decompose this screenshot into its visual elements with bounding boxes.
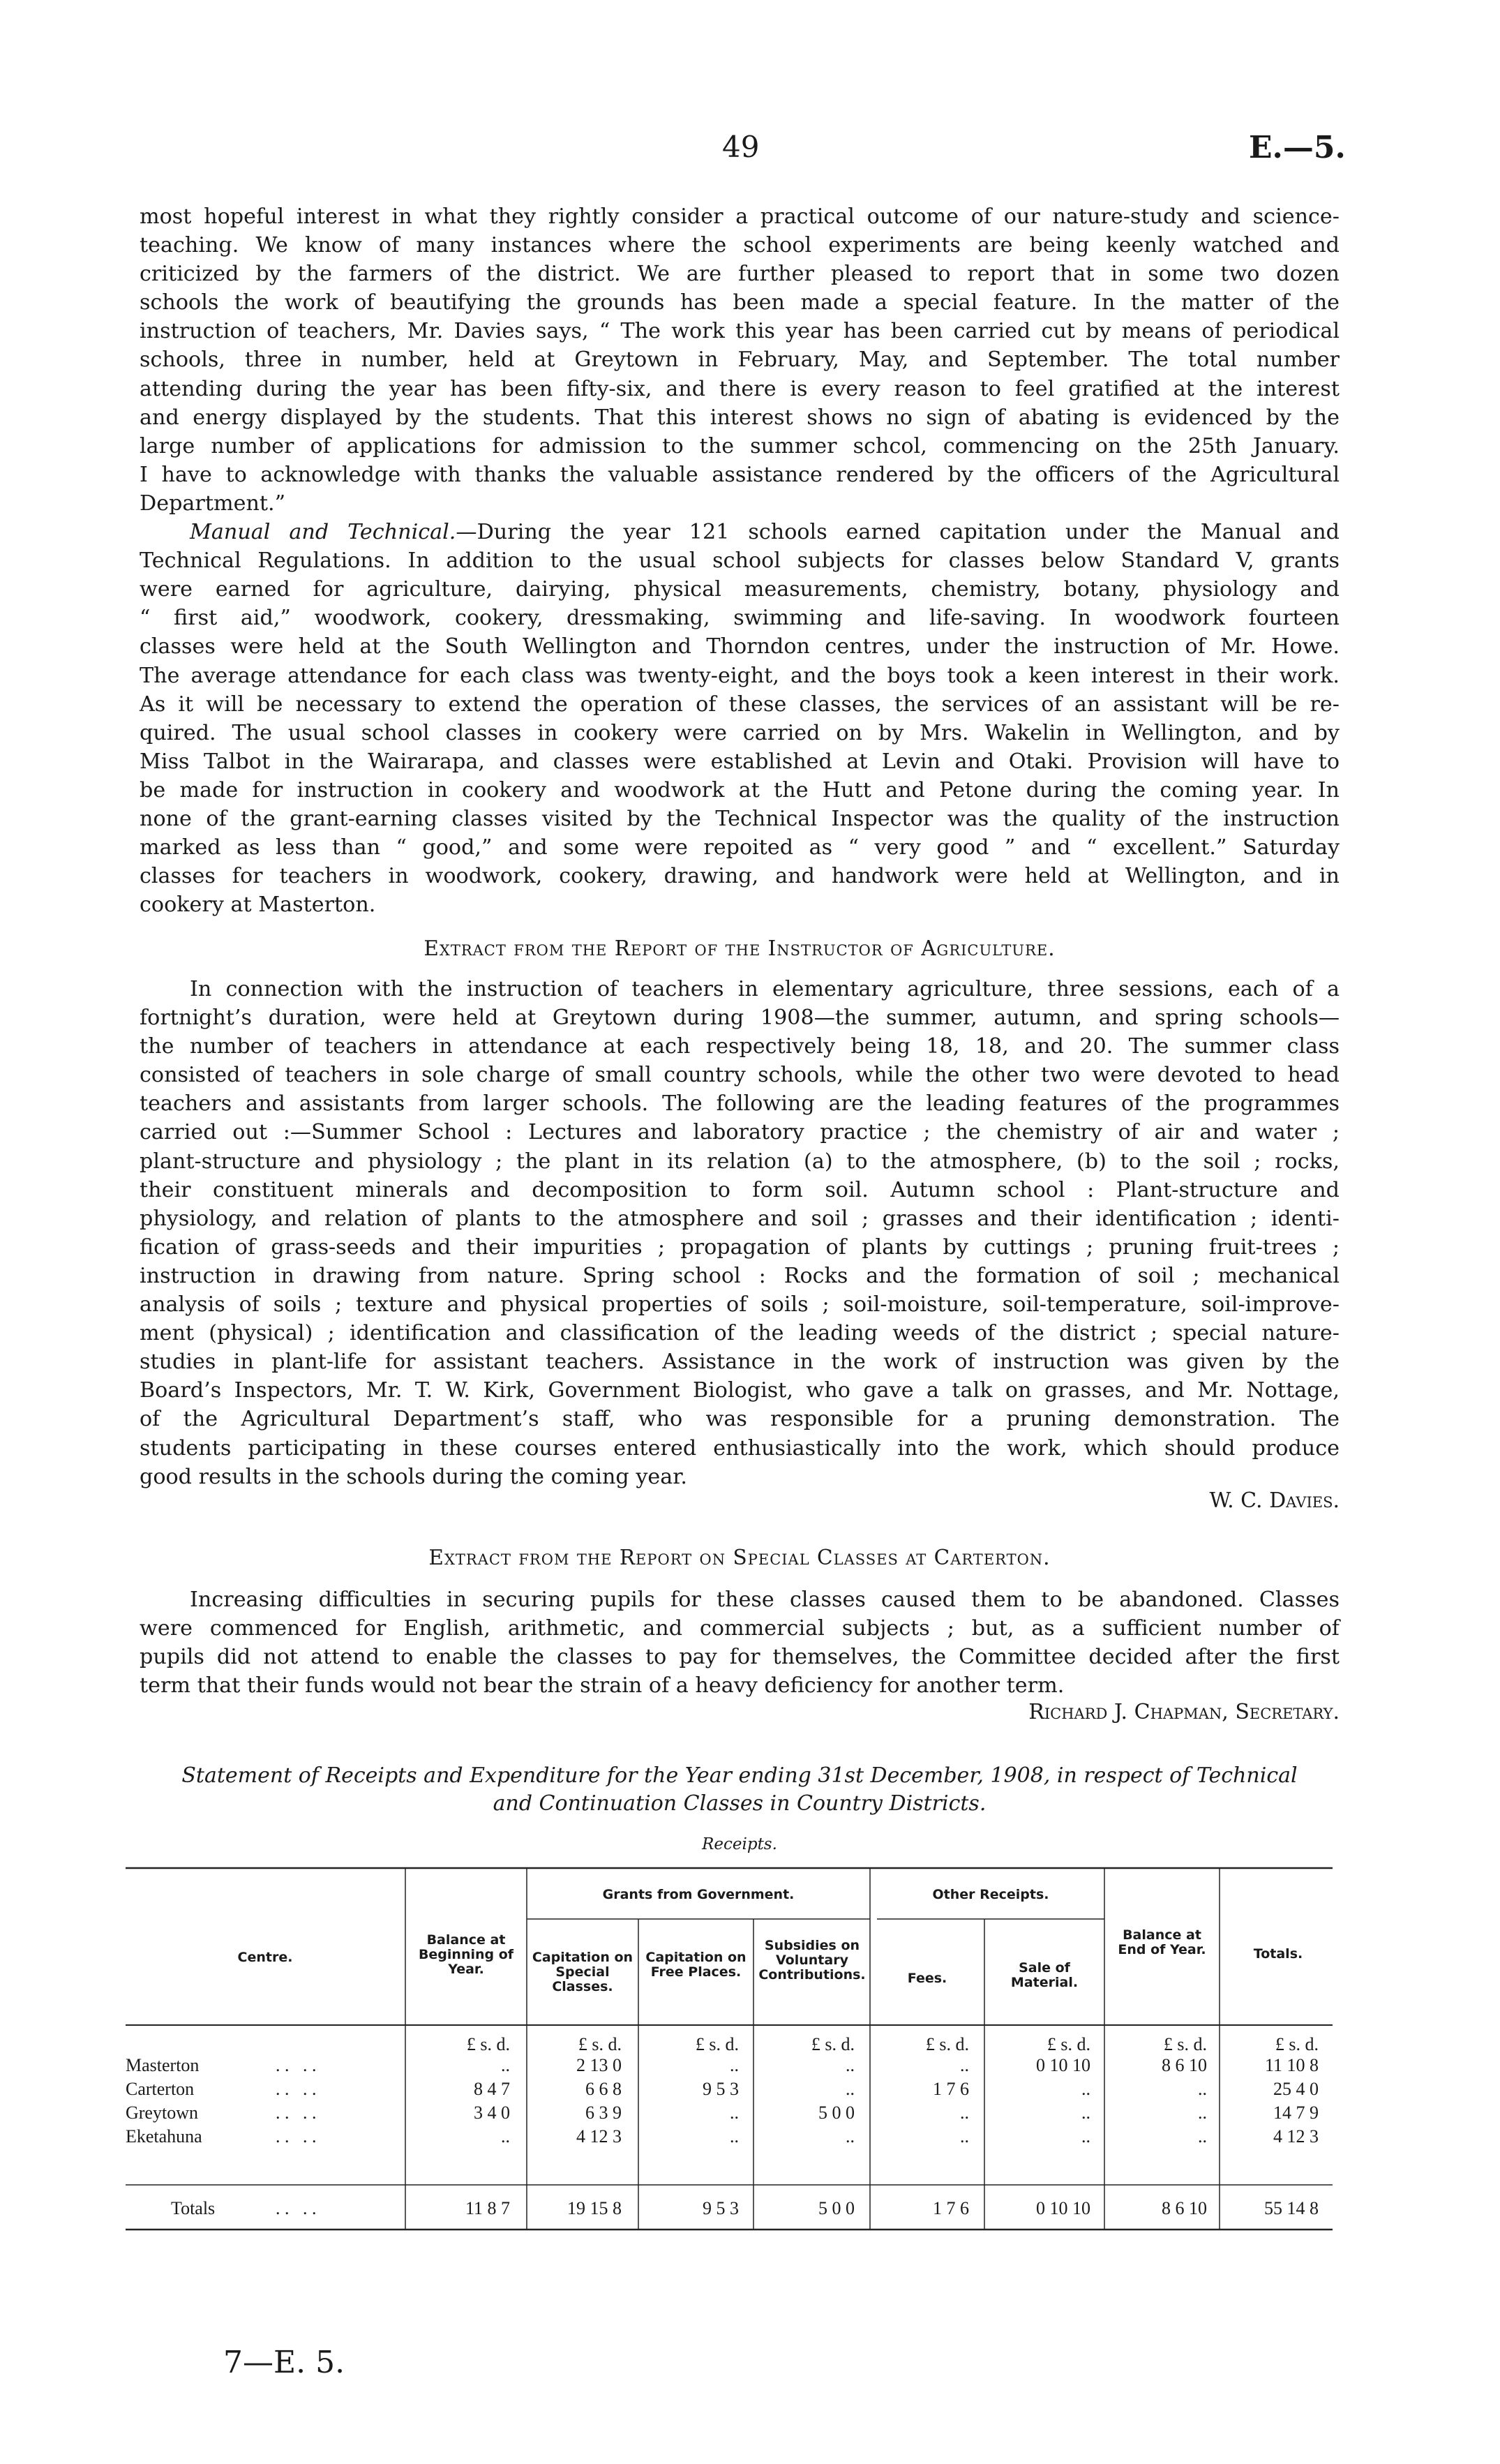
table-cell: .. [730,2103,739,2123]
signature-davies: W. C. Davies. [1209,1488,1340,1513]
table-cell: .. [846,2126,855,2146]
manual-line: classes for teachers in woodwork, cookery, drawing, and handwork were held at Wellington, and in [140,864,1340,889]
carterton-line: were commenced for English, arithmetic, and commercial subjects ; but, as a sufficient number of [140,1616,1340,1641]
intro-line: most hopeful interest in what they rightly consider a practical outcome of our nature-study and science- [140,204,1340,229]
currency-header-cell: £ s. d. [811,2034,855,2054]
table-row-centre: Eketahuna [126,2126,202,2146]
header-grants-group: Grants from Government. [602,1887,795,1902]
manual-line: classes were held at the South Wellington and Thorndon centres, under the instruction of Mr. Howe. [140,634,1340,659]
table-cell: 6 6 8 [585,2079,622,2099]
table-cell: 8 6 10 [1162,2055,1207,2075]
table-row-centre: Greytown [126,2103,198,2123]
currency-header-cell: £ s. d. [466,2034,510,2054]
totals-cell: 11 8 7 [465,2198,510,2218]
table-cell: .. [846,2079,855,2099]
table-cell: 9 5 3 [703,2079,739,2099]
agriculture-line: teachers and assistants from larger schools. The following are the leading features of the programmes [140,1091,1340,1117]
header-subsidies: Subsidies on Voluntary Contributions. [758,1938,866,1983]
table-cell: .. [1081,2079,1090,2099]
table-cell: 25 4 0 [1273,2079,1319,2099]
carterton-line: Increasing difficulties in securing pupils for these classes caused them to be abandoned. Classes [190,1588,1340,1612]
table-cell: 5 0 0 [818,2103,855,2123]
manual-technical-section [140,202,1340,919]
table-cell: 4 12 3 [576,2126,622,2146]
agriculture-line: In connection with the instruction of teachers in elementary agriculture, three sessions, each of a [190,977,1340,1001]
statement-title-line2: and Continuation Classes in Country Districts. [493,1791,987,1816]
manual-line: Miss Talbot in the Wairarapa, and classes were established at Levin and Otaki. Provision will have to [140,749,1340,774]
table-cell: 2 13 0 [576,2055,622,2075]
totals-cell: 1 7 6 [933,2198,969,2218]
table-cell: .. [1198,2103,1207,2123]
agriculture-line: studies in plant-life for assistant teachers. Assistance in the work of instruction was given by the [140,1350,1340,1375]
table-cell: .. [1198,2079,1207,2099]
agriculture-line: Board’s Inspectors, Mr. T. W. Kirk, Government Biologist, who gave a talk on grasses, and Mr. Nottage, [140,1378,1340,1403]
intro-line: schools, three in number, held at Greytown in February, May, and September. The total number [140,348,1340,373]
agriculture-line: plant-structure and physiology ; the plant in its relation (a) to the atmosphere, (b) to the soil ; rocks, [140,1149,1340,1174]
manual-heading: Manual and Technical. [190,520,456,545]
totals-cell: 5 0 0 [818,2198,855,2218]
agriculture-line: consisted of teachers in sole charge of small country schools, while the other two were devoted to head [140,1063,1340,1088]
statement-title [140,1762,1340,1818]
statement-title-line1: Statement of Receipts and Expenditure for the Year ending 31st December, 1908, in respect of Technical [181,1763,1298,1788]
agriculture-line: analysis of soils ; texture and physical properties of soils ; soil-moisture, soil-temperature, soil-improve- [140,1292,1340,1317]
table-cell: .. [501,2055,510,2075]
manual-first-line [140,518,1340,546]
heading-carterton: Extract from the Report on Special Classes at Carterton. [428,1546,1051,1569]
manual-line: Technical Regulations. In addition to the usual school subjects for classes below Standard V, grants [140,548,1340,574]
receipts-table [122,1867,1336,2243]
totals-cell: 0 10 10 [1036,2198,1090,2218]
receipts-label: Receipts. [702,1835,777,1853]
header-fees: Fees. [907,1971,947,1986]
leader-dots: . . . . [276,2103,317,2123]
signature-chapman: Richard J. Chapman, Secretary. [1028,1700,1340,1724]
table-cell: .. [1198,2126,1207,2146]
header-centre: Centre. [237,1950,293,1965]
agriculture-line: their constituent minerals and decomposition to form soil. Autumn school : Plant-structure and [140,1177,1340,1202]
manual-line: As it will be necessary to extend the operation of these classes, the services of an assistant will be re- [140,692,1340,717]
header-other-group: Other Receipts. [932,1887,1049,1902]
intro-line: schools the work of beautifying the grounds has been made a special feature. In the matter of the [140,290,1340,315]
table-cell: .. [730,2055,739,2075]
header-sale: Sale of Material. [1010,1960,1079,1990]
table-cell: .. [501,2126,510,2146]
totals-cell: 9 5 3 [703,2198,739,2218]
intro-line: Department.” [140,491,286,516]
table-cell: .. [1081,2103,1090,2123]
intro-line: attending during the year has been fifty-six, and there is every reason to feel gratified at the interest [140,376,1340,401]
table-cell: 11 10 8 [1264,2055,1319,2075]
intro-line: I have to acknowledge with thanks the valuable assistance rendered by the officers of the Agricultural [140,462,1340,487]
agriculture-line: fortnight’s duration, were held at Greytown during 1908—the summer, autumn, and spring schools— [140,1006,1340,1031]
manual-paragraph [140,546,1340,919]
heading-agriculture: Extract from the Report of the Instructor of Agriculture. [423,936,1056,960]
agriculture-line: carried out :—Summer School : Lectures and laboratory practice ; the chemistry of air and water ; [140,1120,1340,1145]
intro-line: criticized by the farmers of the district. We are further pleased to report that in some two dozen [140,262,1340,287]
carterton-line: pupils did not attend to enable the classes to pay for themselves, the Committee decided after the first [140,1645,1340,1670]
currency-header-cell: £ s. d. [1163,2034,1207,2054]
table-cell: 8 4 7 [474,2079,510,2099]
agriculture-line: instruction in drawing from nature. Spring school : Rocks and the formation of soil ; mechanical [140,1263,1340,1288]
currency-header-cell: £ s. d. [1047,2034,1090,2054]
table-cell: .. [960,2055,969,2075]
leader-dots: . . . . [276,2079,317,2099]
table-cell: .. [960,2103,969,2123]
manual-line: be made for instruction in cookery and woodwork at the Hutt and Petone during the coming year. In [140,777,1340,802]
table-row-centre: Masterton [126,2055,200,2075]
manual-line: marked as less than “ good,” and some were repoited as “ very good ” and “ excellent.” Saturday [140,835,1340,860]
manual-first-line-text: —During the year 121 schools earned capitation under the Manual and [456,520,1340,545]
carterton-line: term that their funds would not bear the strain of a heavy deficiency for another term. [140,1673,1065,1698]
table-row-centre: Carterton [126,2079,195,2099]
header-balance-end: Balance at End of Year. [1118,1927,1206,1957]
intro-line: and energy displayed by the students. That this interest shows no sign of abating is evidenced by the [140,405,1340,430]
agriculture-paragraph [140,975,1340,1491]
intro-line: teaching. We know of many instances where the school experiments are being keenly watched and [140,233,1340,258]
agriculture-line: good results in the schools during the coming year. [140,1464,687,1489]
header-cap-free: Capitation on Free Places. [645,1950,747,1980]
agriculture-line: students participating in these courses entered enthusiastically into the work, which should produce [140,1435,1340,1461]
intro-line: instruction of teachers, Mr. Davies says, “ The work this year has been carried cut by means of periodical [140,319,1340,344]
manual-line: were earned for agriculture, dairying, physical measurements, chemistry, botany, physiology and [140,577,1340,602]
footer-signature: 7—E. 5. [223,2345,345,2380]
header-cap-special: Capitation on Special Classes. [532,1950,633,1994]
table-cell: 6 3 9 [585,2103,622,2123]
document-code: E.—5. [1249,130,1346,165]
table-cell: 14 7 9 [1273,2103,1319,2123]
table-cell: 1 7 6 [933,2079,969,2099]
currency-header-cell: £ s. d. [925,2034,969,2054]
header-balance-begin: Balance at Beginning of Year. [418,1932,514,1977]
manual-line: quired. The usual school classes in cookery were carried on by Mrs. Wakelin in Wellington, and by [140,720,1340,745]
table-cell: 3 4 0 [474,2103,510,2123]
agriculture-line: fication of grass-seeds and their impurities ; propagation of plants by cuttings ; pruning fruit-trees ; [140,1234,1340,1260]
totals-cell: 8 6 10 [1162,2198,1207,2218]
currency-header-cell: £ s. d. [695,2034,739,2054]
leader-dots: . . . . [276,2126,317,2146]
page-number: 49 [722,130,760,164]
manual-line: The average attendance for each class was twenty-eight, and the boys took a keen interest in their work. [140,663,1340,688]
table-cell: .. [730,2126,739,2146]
header-totals: Totals. [1253,1946,1303,1962]
leader-dots: . . . . [276,2198,317,2218]
table-cell: .. [1081,2126,1090,2146]
intro-line: large number of applications for admission to the summer schcol, commencing on the 25th January. [140,433,1340,458]
totals-label: Totals [171,2198,216,2218]
currency-header-cell: £ s. d. [578,2034,622,2054]
totals-cell: 19 15 8 [567,2198,622,2218]
table-cell: .. [960,2126,969,2146]
leader-dots: . . . . [276,2055,317,2075]
carterton-paragraph [140,1585,1340,1700]
agriculture-line: of the Agricultural Department’s staff, who was responsible for a pruning demonstration. The [140,1407,1340,1432]
intro-paragraph [140,202,1340,518]
manual-line: cookery at Masterton. [140,893,376,918]
manual-line: “ first aid,” woodwork, cookery, dressmaking, swimming and life-saving. In woodwork fourteen [140,606,1340,631]
table-cell: 4 12 3 [1273,2126,1319,2146]
agriculture-line: the number of teachers in attendance at each respectively being 18, 18, and 20. The summer class [140,1034,1340,1059]
table-cell: .. [846,2055,855,2075]
totals-cell: 55 14 8 [1264,2198,1319,2218]
table-cell: 0 10 10 [1036,2055,1090,2075]
currency-header-cell: £ s. d. [1275,2034,1319,2054]
agriculture-line: physiology, and relation of plants to the atmosphere and soil ; grasses and their identification ; identi- [140,1206,1340,1231]
agriculture-line: ment (physical) ; identification and classification of the leading weeds of the district ; special nature- [140,1321,1340,1346]
manual-line: none of the grant-earning classes visited by the Technical Inspector was the quality of the instruction [140,806,1340,831]
